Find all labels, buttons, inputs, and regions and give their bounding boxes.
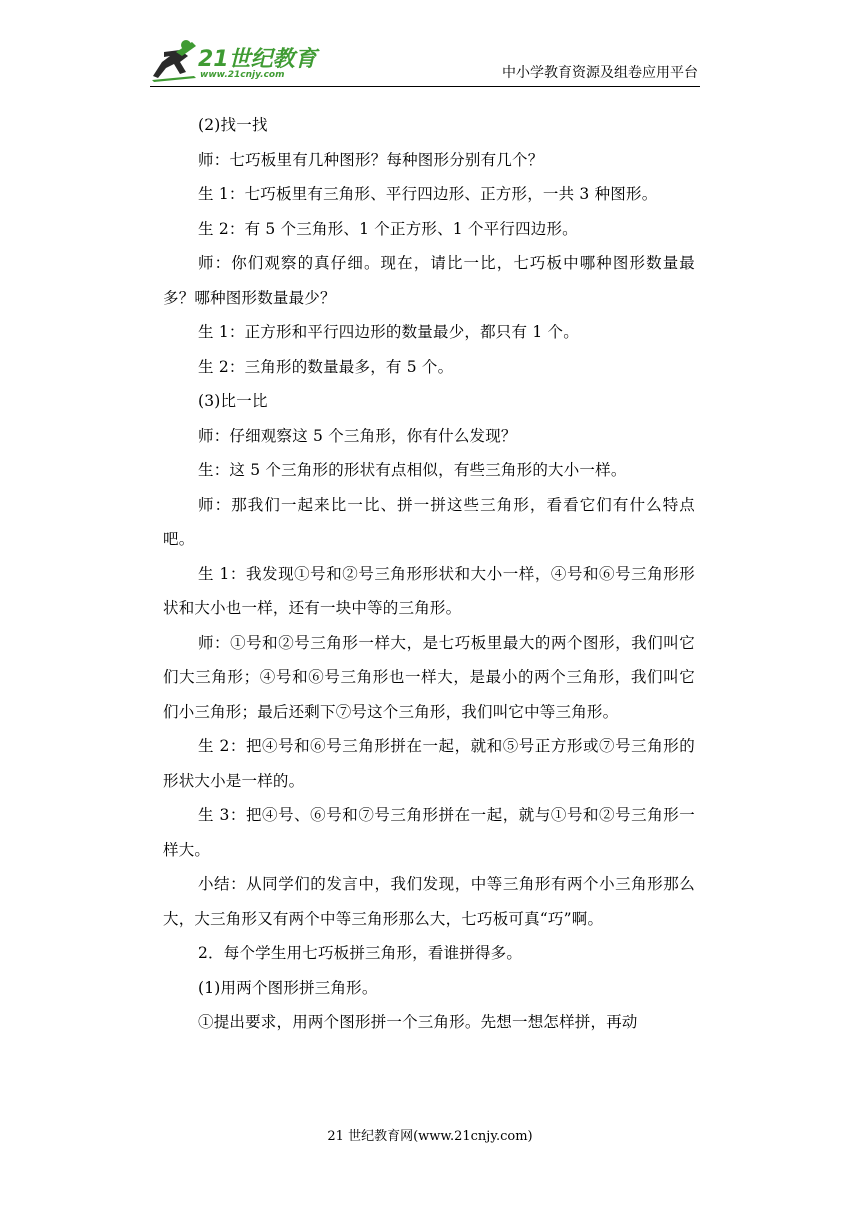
paragraph: (1)用两个图形拼三角形。 [198, 978, 378, 997]
document-body [163, 108, 695, 1040]
paragraph: ①提出要求，用两个图形拼一个三角形。先想一想怎样拼，再动 [198, 1013, 638, 1031]
paragraph: (3)比一比 [198, 392, 268, 410]
paragraph: 师：你们观察的真仔细。现在，请比一比，七巧板中哪种图形数量最多？哪种图形数量最少？ [163, 254, 695, 307]
paragraph: 师：七巧板里有几种图形？每种图形分别有几个？ [198, 150, 544, 169]
paragraph: 生 3：把④号、⑥号和⑦号三角形拼在一起，就与①号和②号三角形一样大。 [163, 806, 695, 859]
paragraph: 生 1：正方形和平行四边形的数量最少，都只有 1 个。 [198, 323, 579, 341]
paragraph: 师：①号和②号三角形一样大，是七巧板里最大的两个图形，我们叫它们大三角形；④号和⑥号三角形也一样大，是最小的两个三角形，我们叫它们小三角形；最后还剩下⑦号这个三角形，我们叫它中等三角形。 [163, 633, 695, 721]
logo-url: www.21cnjy.com [200, 70, 285, 80]
paragraph: 2．每个学生用七巧板拼三角形，看谁拼得多。 [198, 944, 523, 962]
paragraph: 生 2：把④号和⑥号三角形拼在一起，就和⑤号正方形或⑦号三角形的形状大小是一样的。 [163, 737, 695, 790]
platform-title: 中小学教育资源及组卷应用平台 [502, 65, 698, 81]
header-divider [150, 86, 700, 87]
paragraph: 生：这 5 个三角形的形状有点相似，有些三角形的大小一样。 [198, 461, 627, 479]
paragraph: (2)找一找 [198, 116, 268, 134]
runner-logo-icon [150, 38, 200, 82]
paragraph: 生 1：我发现①号和②号三角形形状和大小一样，④号和⑥号三角形形状和大小也一样，还有一块中等的三角形。 [163, 564, 695, 617]
paragraph: 师：那我们一起来比一比、拼一拼这些三角形，看看它们有什么特点吧。 [163, 495, 695, 548]
page-footer: 21 世纪教育网(www.21cnjy.com) [327, 1129, 533, 1144]
paragraph: 小结：从同学们的发言中，我们发现，中等三角形有两个小三角形那么大，大三角形又有两个中等三角形那么大，七巧板可真“巧”啊。 [163, 875, 695, 928]
site-logo[interactable] [150, 36, 320, 84]
logo-text: 21世纪教育 [198, 47, 317, 72]
paragraph: 生 1：七巧板里有三角形、平行四边形、正方形，一共 3 种图形。 [198, 185, 658, 203]
page-header [150, 36, 698, 88]
paragraph: 生 2：三角形的数量最多，有 5 个。 [198, 357, 454, 376]
paragraph: 师：仔细观察这 5 个三角形，你有什么发现？ [198, 426, 517, 445]
paragraph: 生 2：有 5 个三角形、1 个正方形、1 个平行四边形。 [198, 219, 578, 238]
